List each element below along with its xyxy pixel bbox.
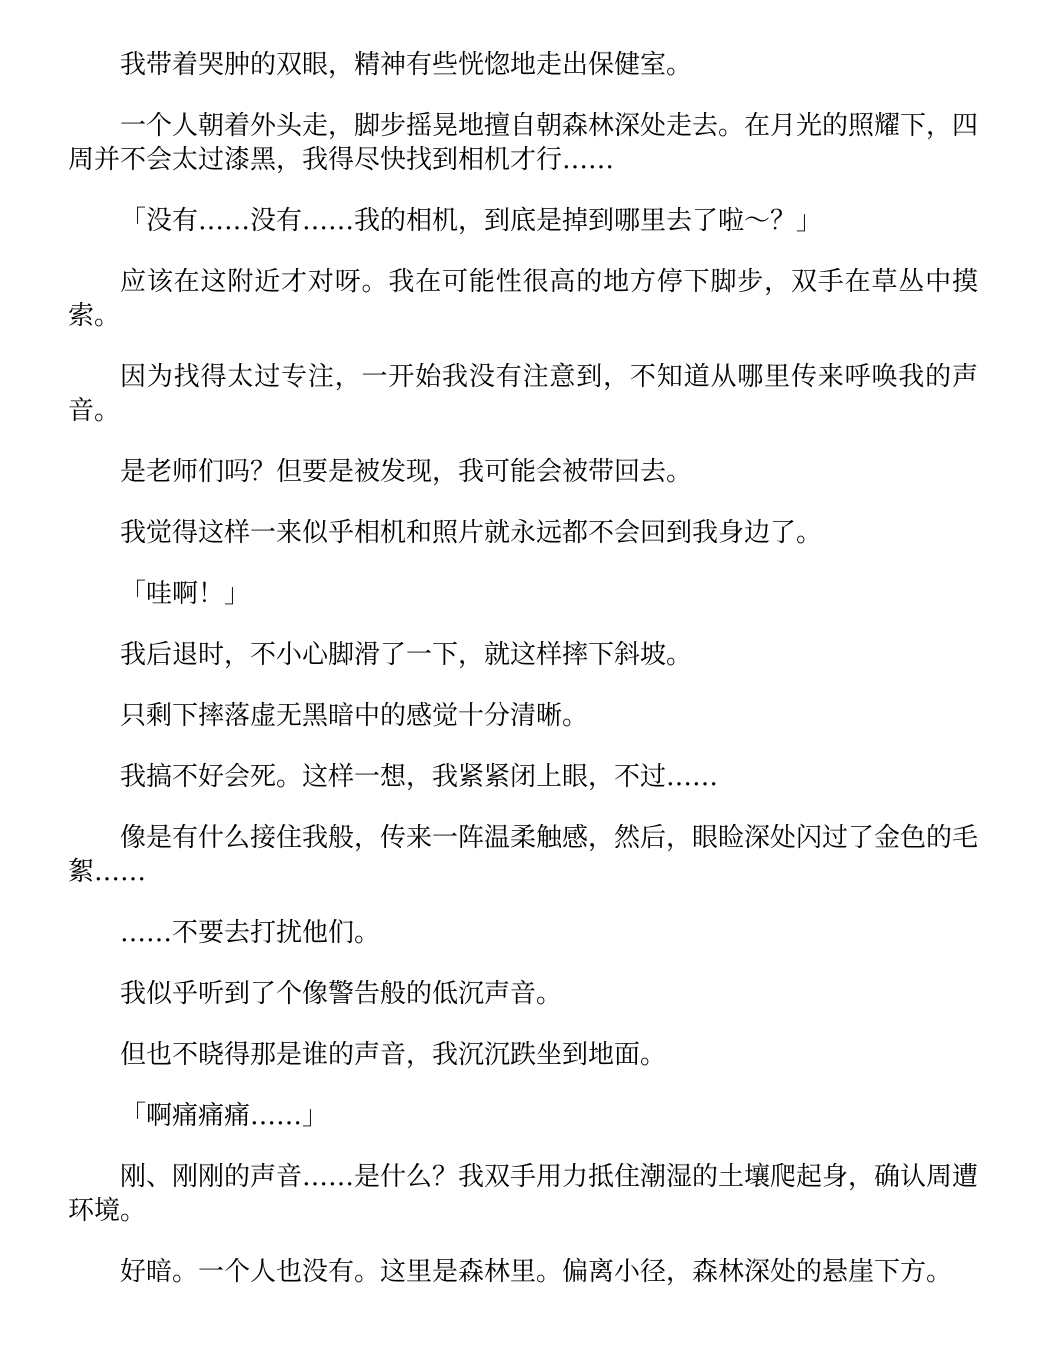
paragraph-18: 好暗。一个人也没有。这里是森林里。偏离小径，森林深处的悬崖下方。	[120, 1257, 953, 1287]
paragraph-7: 我觉得这样一来似乎相机和照片就永远都不会回到我身边了。	[120, 518, 823, 548]
paragraph-14: 我似乎听到了个像警告般的低沉声音。	[120, 979, 563, 1009]
paragraph-15: 但也不晓得那是谁的声音，我沉沉跌坐到地面。	[120, 1040, 667, 1070]
paragraph-9: 我后退时，不小心脚滑了一下，就这样摔下斜坡。	[120, 640, 693, 670]
paragraph-16: 「啊痛痛痛……」	[120, 1101, 329, 1131]
paragraph-2: 一个人朝着外头走，脚步摇晃地擅自朝森林深处走去。在月光的照耀下，四周并不会太过漆黑，我得尽快找到相机才行……	[68, 111, 979, 175]
paragraph-13: ……不要去打扰他们。	[120, 918, 381, 948]
paragraph-3: 「没有……没有……我的相机，到底是掉到哪里去了啦～？」	[120, 206, 823, 236]
paragraph-6: 是老师们吗？但要是被发现，我可能会被带回去。	[120, 457, 693, 487]
paragraph-11: 我搞不好会死。这样一想，我紧紧闭上眼，不过……	[120, 762, 719, 792]
paragraph-12: 像是有什么接住我般，传来一阵温柔触感，然后，眼睑深处闪过了金色的毛絮……	[68, 823, 979, 887]
paragraph-4: 应该在这附近才对呀。我在可能性很高的地方停下脚步，双手在草丛中摸索。	[68, 267, 978, 331]
document-page	[68, 48, 978, 1289]
paragraph-17: 刚、刚刚的声音……是什么？我双手用力抵住潮湿的土壤爬起身，确认周遭环境。	[68, 1162, 979, 1226]
paragraph-8: 「哇啊！」	[120, 579, 251, 609]
paragraph-1: 我带着哭肿的双眼，精神有些恍惚地走出保健室。	[120, 50, 693, 80]
paragraph-10: 只剩下摔落虚无黑暗中的感觉十分清晰。	[120, 701, 589, 731]
paragraph-5: 因为找得太过专注，一开始我没有注意到，不知道从哪里传来呼唤我的声音。	[68, 362, 978, 426]
